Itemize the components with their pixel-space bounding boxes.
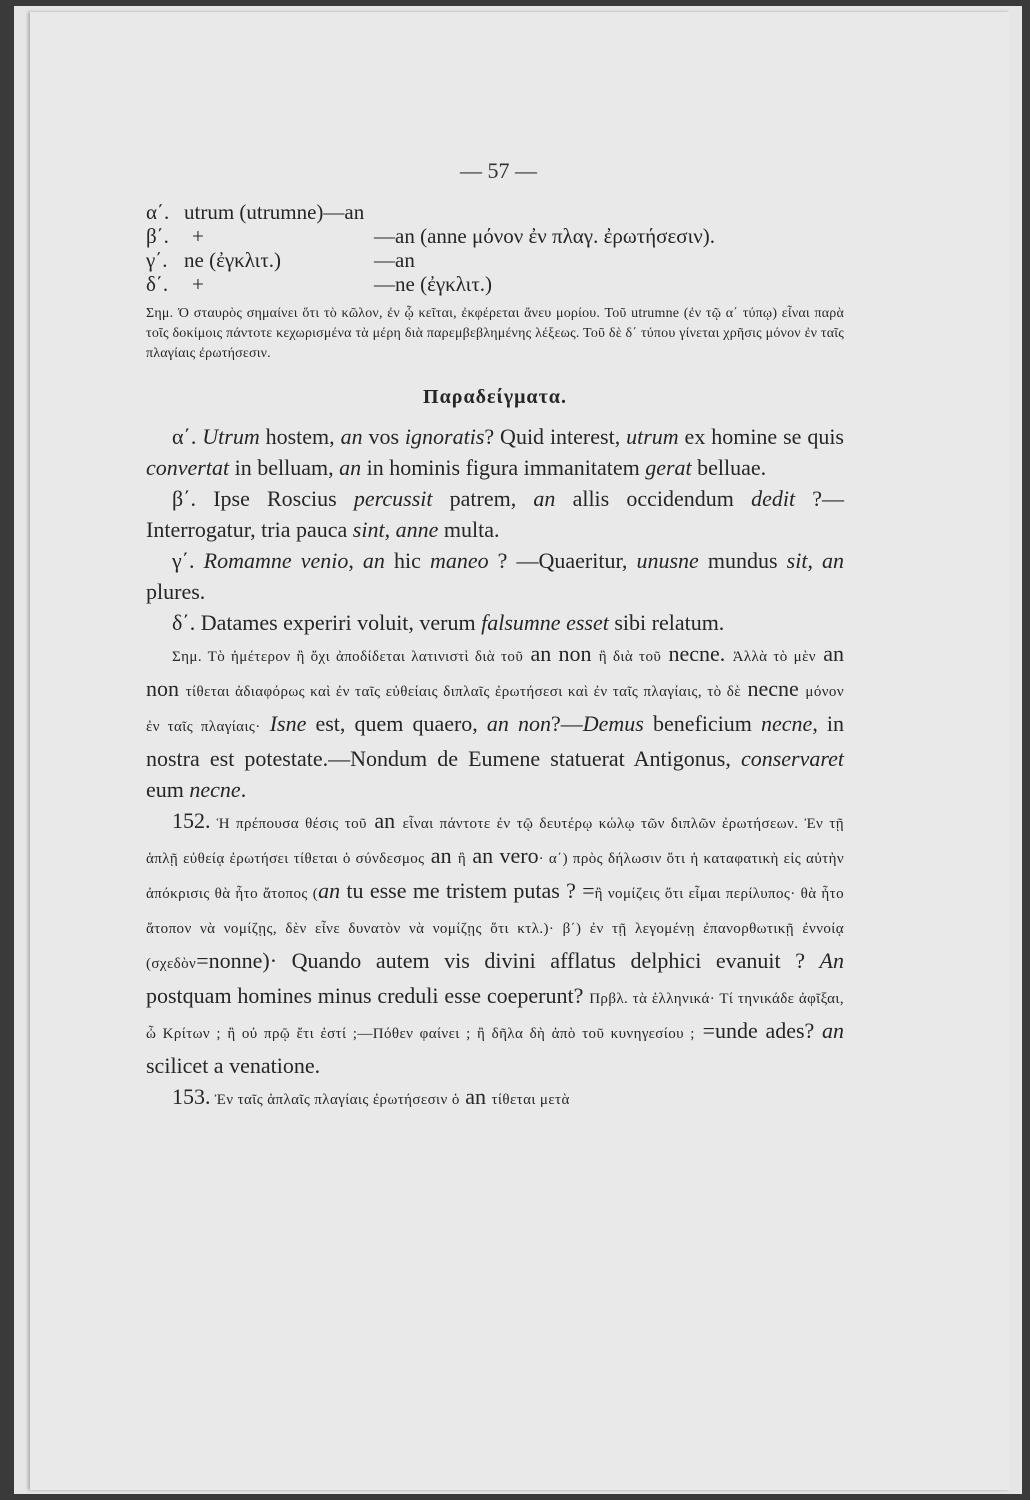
greek-text: ἢ <box>457 851 467 867</box>
latin-italic: maneo <box>429 548 489 573</box>
latin-text: hostem, <box>259 424 341 449</box>
latin-text: Datames experiri voluit, verum <box>195 610 482 635</box>
latin-text: an <box>366 808 403 833</box>
greek-text: ἢ νομίζεις ὅτι εἶμαι περίλυπος· θὰ ἦτο ἄτοπον νὰ νομίζῃς, δὲν εἶνε δυνατὸν νὰ νομίζῃς ὅτι κτλ.)· β΄) ἐν τῇ λεγομένῃ ἐπανορθωτικῇ ἐννοίᾳ (σχεδὸν <box>146 886 844 972</box>
latin-text: an non <box>523 641 599 666</box>
latin-text: eum <box>146 777 190 802</box>
note-paragraph <box>146 638 844 805</box>
latin-text: , <box>348 548 363 573</box>
latin-italic: necne <box>189 777 241 802</box>
row-label: α΄. <box>146 200 170 224</box>
greek-text: Ἡ πρέπουσα θέσις τοῦ <box>210 816 367 832</box>
latin-italic: utrum <box>626 424 679 449</box>
latin-italic: sint <box>352 517 385 542</box>
latin-italic: falsumne esset <box>481 610 609 635</box>
example-label: α΄. <box>172 424 197 449</box>
page-body <box>146 200 844 1116</box>
example-a <box>146 421 844 483</box>
greek-text: εἶναι πάντοτε ἐν τῷ δευτέρῳ κώλῳ τῶν διπλῶν ἐρωτήσεων. Ἐν τῇ ἁπλῇ εὐθείᾳ ἐρωτήσει τίθεται ὁ σύνδεσμος <box>146 816 845 867</box>
examples-heading: Παραδείγματα. <box>423 386 567 408</box>
latin-text: est, quem quaero, <box>306 711 487 736</box>
latin-italic: Demus <box>582 711 644 736</box>
row-label: γ΄. <box>146 248 168 272</box>
row-second-part: —an <box>374 248 415 272</box>
table-row <box>146 224 844 248</box>
latin-text: . <box>240 777 247 802</box>
latin-text: ?— <box>551 711 583 736</box>
latin-text: hic <box>384 548 430 573</box>
row-first-part: utrum (utrumne)—an <box>184 200 365 224</box>
row-label: β΄. <box>146 224 169 248</box>
greek-text: · α΄) πρὸς δήλωσιν ὅτι ἡ καταφατικὴ εἰς αὐτὴν ἀπόκρισις θὰ ἦτο ἄτοπος ( <box>146 851 844 902</box>
latin-text: , <box>384 517 396 542</box>
latin-text: in hominis figura immanitatem <box>361 455 646 480</box>
section-number: 152. <box>172 808 211 833</box>
latin-text: , <box>807 548 823 573</box>
latin-text: Ipse Roscius <box>196 486 354 511</box>
example-label: β΄. <box>172 486 197 511</box>
latin-italic: necne <box>761 711 813 736</box>
section-number: 153. <box>172 1084 211 1109</box>
row-first-part: + <box>192 224 204 248</box>
latin-italic: ignoratis <box>404 424 485 449</box>
latin-text: ex homine se quis <box>678 424 844 449</box>
latin-italic: dedit <box>751 486 796 511</box>
row-second-part: —an (anne μόνον ἐν πλαγ. ἐρωτήσεσιν). <box>374 224 715 248</box>
latin-text: vos <box>362 424 405 449</box>
latin-italic: an non <box>486 711 551 736</box>
latin-italic: an <box>340 424 363 449</box>
table-row <box>146 272 844 296</box>
latin-text: an non <box>146 641 845 701</box>
latin-italic: unusne <box>636 548 699 573</box>
latin-text: postquam homines minus creduli esse coeperunt? <box>146 983 590 1008</box>
latin-text: ? —Quaeritur, <box>488 548 637 573</box>
latin-text: allis occidendum <box>555 486 752 511</box>
greek-text: μόνον ἐν ταῖς πλαγίαις· <box>146 684 845 735</box>
latin-text: =nonne)· Quando autem vis divini afflatus delphici evanuit ? <box>196 948 820 973</box>
latin-italic: Romamne venio <box>203 548 349 573</box>
greek-text: ἢ διὰ τοῦ <box>598 649 662 665</box>
latin-text: an vero <box>466 843 539 868</box>
latin-italic: An <box>819 948 844 973</box>
latin-italic: percussit <box>353 486 433 511</box>
latin-text: belluae. <box>691 455 767 480</box>
conjunction-table <box>146 200 844 296</box>
latin-italic: anne <box>395 517 439 542</box>
latin-text: mundus <box>698 548 787 573</box>
page-number: — 57 — <box>460 158 537 183</box>
greek-text: Ἐν ταῖς ἁπλαῖς πλαγίαις ἐρωτήσεσιν ὁ <box>210 1092 460 1108</box>
latin-italic: gerat <box>645 455 692 480</box>
latin-italic: Isne <box>260 711 307 736</box>
section-152 <box>146 805 844 1081</box>
latin-text: in belluam, <box>229 455 340 480</box>
table-row <box>146 200 844 224</box>
example-label: γ΄. <box>172 548 195 573</box>
latin-italic: an <box>533 486 556 511</box>
latin-text: necne <box>740 676 806 701</box>
latin-italic: an <box>318 878 341 903</box>
latin-text: , in nostra est potestate.—Nondum de Eumene statuerat Antigonus, <box>146 711 845 771</box>
greek-text: Πρβλ. τὰ ἑλληνικά· Τί τηνικάδε ἀφῖξαι, ὦ Κρίτων ; ἢ οὐ πρῷ ἔτι ἐστί ;—Πόθεν φαίνει ; ἢ δῆλα δὴ ἀπὸ τοῦ κυνηγεσίου ; <box>146 991 844 1042</box>
cross-note: Σημ. Ὁ σταυρὸς σημαίνει ὅτι τὸ κῶλον, ἐν ᾧ κεῖται, ἐκφέρεται ἄνευ μορίου. Τοῦ utrumne (ἐν τῷ α΄ τύπῳ) εἶναι παρὰ τοῖς δοκίμοις πάντοτε κεχωρισμένα τὰ μέρη διὰ παρεμβεβλημένης λέξεως. Τοῦ δὲ δ΄ τύπου γίνεται χρῆσις μόνον ἐν ταῖς πλαγίαις ἐρωτήσεσιν. <box>146 306 844 361</box>
latin-italic: an <box>339 455 362 480</box>
latin-text: ?—Interrogatur, tria pauca <box>146 486 845 542</box>
greek-text: Ἀλλὰ τὸ μὲν <box>732 649 816 665</box>
latin-italic: an <box>362 548 385 573</box>
example-d <box>146 607 844 638</box>
latin-text: sibi relatum. <box>608 610 725 635</box>
greek-text: Σημ. Τὸ ἡμέτερον ἢ ὄχι ἀποδίδεται λατινιστὶ διὰ τοῦ <box>172 649 524 665</box>
latin-text: =unde ades? <box>694 1018 822 1043</box>
latin-italic: an <box>822 548 845 573</box>
latin-italic: conservaret <box>740 746 844 771</box>
latin-text: ? Quid interest, <box>484 424 627 449</box>
latin-text: an <box>424 843 458 868</box>
latin-text: patrem, <box>432 486 534 511</box>
latin-italic: Utrum <box>202 424 260 449</box>
latin-text: plures. <box>146 579 206 604</box>
latin-text: necne. <box>661 641 733 666</box>
latin-text: scilicet a venatione. <box>146 1053 321 1078</box>
table-row <box>146 248 844 272</box>
latin-text: tu esse me tristem putas ? = <box>340 878 595 903</box>
example-c <box>146 545 844 607</box>
greek-text: τίθεται μετὰ <box>491 1092 570 1108</box>
example-b <box>146 483 844 545</box>
latin-italic: an <box>822 1018 844 1043</box>
section-153 <box>146 1081 844 1116</box>
example-label: δ΄. <box>172 610 196 635</box>
row-label: δ΄. <box>146 272 169 296</box>
latin-text: multa. <box>438 517 500 542</box>
greek-text: τίθεται ἀδιαφόρως καὶ ἐν ταῖς εὐθείαις διπλαῖς ἐρωτήσεσι καὶ ἐν ταῖς πλαγίαις, τὸ δὲ <box>185 684 741 700</box>
row-first-part: + <box>192 272 204 296</box>
row-second-part: —ne (ἐγκλιτ.) <box>374 272 493 296</box>
latin-italic: sit <box>786 548 808 573</box>
latin-italic: convertat <box>146 455 230 480</box>
row-first-part: ne (ἐγκλιτ.) <box>184 248 282 272</box>
latin-text: an <box>459 1084 492 1109</box>
latin-text: beneficium <box>643 711 762 736</box>
